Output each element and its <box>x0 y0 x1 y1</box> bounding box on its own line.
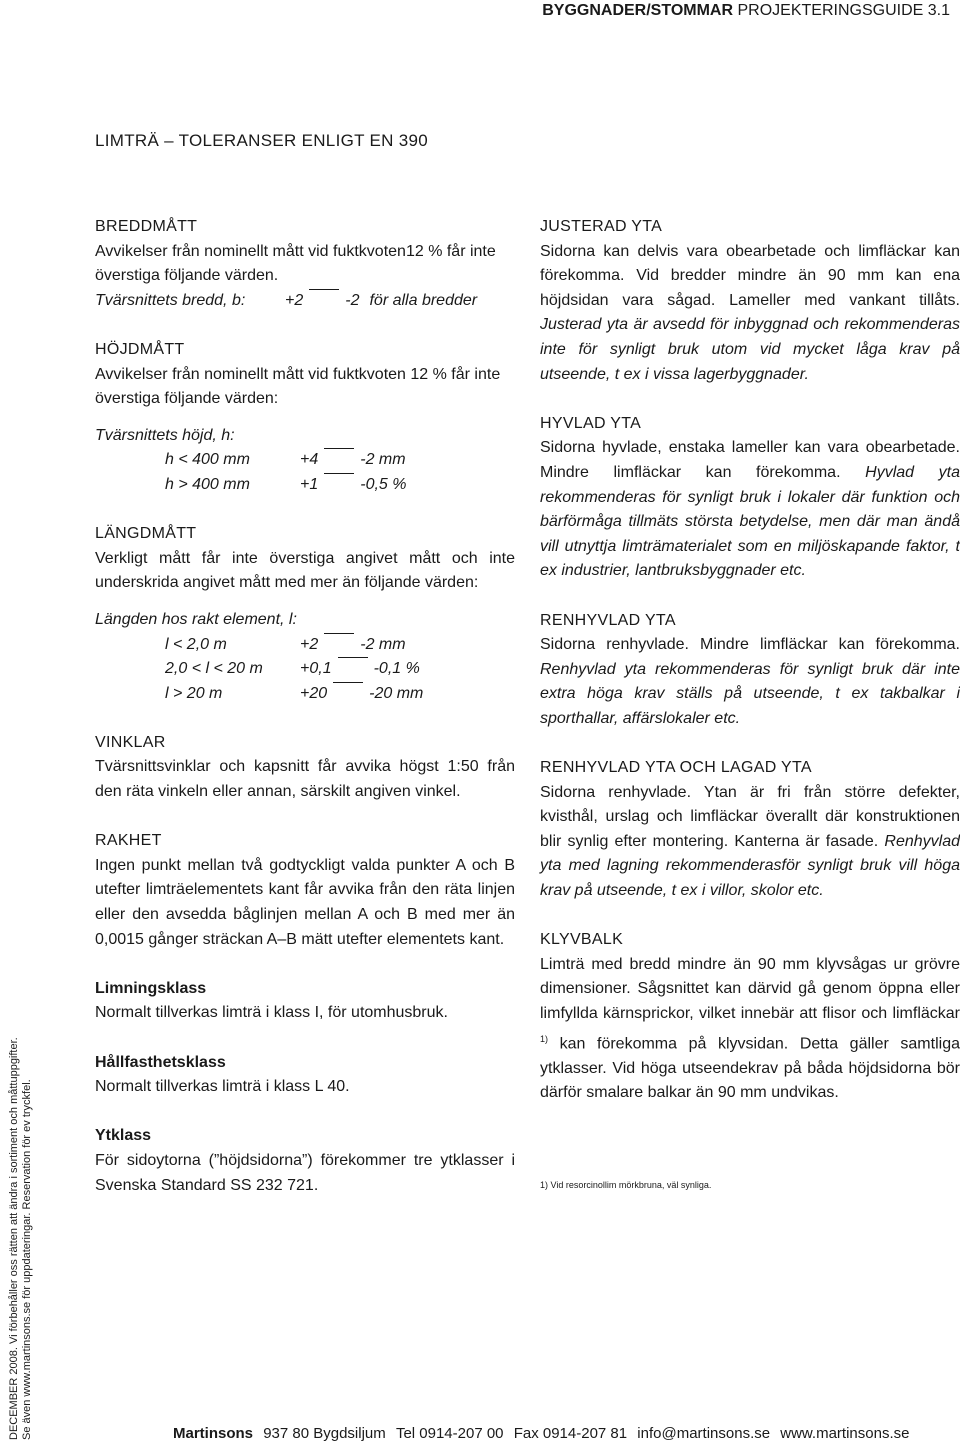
langdmatt-label: Längden hos rakt element, l: <box>95 610 297 628</box>
footnote <box>540 1180 711 1190</box>
renhyvlad-lagad-heading: RENHYVLAD YTA OCH LAGAD YTA <box>540 759 812 777</box>
vinklar-heading: VINKLAR <box>95 733 166 751</box>
rakhet-heading: RAKHET <box>95 832 162 850</box>
limningsklass-heading: Limningsklass <box>95 979 207 997</box>
breddmatt-row <box>95 289 515 314</box>
tolerance-dash <box>324 448 354 449</box>
hojdmatt-heading: HÖJDMÅTT <box>95 340 185 358</box>
hojdmatt-row <box>95 473 515 498</box>
hojdmatt-row-minus: -0,5 % <box>360 475 407 493</box>
langdmatt-row-plus: +0,1 <box>300 660 332 678</box>
langdmatt-row <box>95 682 515 707</box>
justerad-heading: JUSTERAD YTA <box>540 218 663 235</box>
hojdmatt-row <box>95 448 515 473</box>
tolerance-dash <box>338 657 368 658</box>
hyvlad-text: Sidorna hyvlade, enstaka lameller kan vara obearbetade. Mindre limfläckar kan förekomma. Hyvlad yta rekommenderas för synligt bruk i lokaler där funktion och bärförmåga tillmäts största betydelse, men där man ändå vill utnyttja limträmaterialet som en miljöskapande faktor, t ex industrier, lantbruksbyggnader etc. <box>540 439 960 580</box>
footer-tel: Tel 0914-207 00 <box>395 1425 504 1442</box>
ytklass-text: För sidoytorna (”höjdsidorna”) förekommer tre ytklasser i Svenska Standard SS 232 721. <box>95 1151 515 1194</box>
breddmatt-row-minus: -2 <box>345 291 360 309</box>
footnote-ref: 1) <box>540 1033 549 1044</box>
tolerance-dash <box>324 473 354 474</box>
langdmatt-heading: LÄNGDMÅTT <box>95 525 197 543</box>
limningsklass-text: Normalt tillverkas limträ i klass I, för utomhusbruk. <box>95 1004 448 1022</box>
justerad-text: Sidorna kan delvis vara obearbetade och limfläckar kan förekomma. Vid bredder mindre än 90 mm kan ena höjdsidan vara sågad. Lameller med vankant tillåts. Justerad yta är avsedd för inbyggnad och rekommenderas inte för synligt bruk utom vid mycket låga krav på utseende, t ex i vissa lagerbyggnader. <box>540 242 960 383</box>
langdmatt-row-cond: l > 20 m <box>165 684 223 702</box>
hojdmatt-label: Tvärsnittets höjd, h: <box>95 426 235 444</box>
langdmatt-row-minus: -0,1 % <box>373 660 420 678</box>
left-column <box>95 215 515 1198</box>
breddmatt-text: Avvikelser från nominellt mått vid fuktkvoten12 % får inte överstiga följande värden. <box>95 242 496 285</box>
footer-address: 937 80 Bygdsiljum <box>263 1425 386 1442</box>
renhyvlad-lagad-italic: Renhyvlad yta med lagning rekommenderasför synligt bruk vill höga krav på utseende, t ex i villor, skolor etc. <box>540 832 960 900</box>
side-disclaimer <box>8 1037 34 1440</box>
page-header <box>542 2 950 20</box>
renhyvlad-heading: RENHYVLAD YTA <box>540 611 676 629</box>
footer-web[interactable]: www.martinsons.se <box>780 1425 910 1442</box>
side-disclaimer-line1: DECEMBER 2008. Vi förbehåller oss rätten att ändra i sortiment och måttuppgifter. <box>8 1037 20 1440</box>
hyvlad-heading: HYVLAD YTA <box>540 414 642 432</box>
footnote-mark: 1) <box>540 1180 549 1190</box>
breddmatt-row-plus: +2 <box>285 291 304 309</box>
hojdmatt-row-minus: -2 mm <box>360 451 406 469</box>
hallfasthetsklass-text: Normalt tillverkas limträ i klass L 40. <box>95 1078 350 1096</box>
hallfasthetsklass-heading: Hållfasthetsklass <box>95 1053 226 1071</box>
langdmatt-row <box>95 633 515 658</box>
langdmatt-row-plus: +20 <box>300 684 328 702</box>
hyvlad-italic: Hyvlad yta rekommenderas för synligt bruk i lokaler där funktion och bärförmåga tillmäts största betydelse, men där man ändå vill utnyttja limträmaterialet som en miljöskapande faktor, t ex industrier, lantbruksbyggnader etc. <box>540 463 960 580</box>
footnote-text: Vid resorcinollim mörkbruna, väl synliga. <box>550 1180 712 1190</box>
breddmatt-row-label: Tvärsnittets bredd, b: <box>95 291 246 309</box>
langdmatt-row-minus: -2 mm <box>360 635 406 653</box>
renhyvlad-text: Sidorna renhyvlade. Mindre limfläckar kan förekomma. Renhyvlad yta rekommenderas för synligt bruk där inte extra höga krav ställs på utseende, t ex takbalkar i sporthallar, affärslokaler etc. <box>540 636 960 727</box>
right-column <box>540 215 960 1106</box>
footer-company: Martinsons <box>173 1425 254 1442</box>
tolerance-dash <box>309 289 339 290</box>
justerad-italic: Justerad yta är avsedd för inbyggnad och rekommenderas inte för synligt bruk utom vid mycket låga krav på utseende, t ex i vissa lagerbyggnader. <box>540 316 960 383</box>
footer-fax: Fax 0914-207 81 <box>513 1425 628 1442</box>
hojdmatt-row-plus: +4 <box>300 451 319 469</box>
langdmatt-text: Verkligt mått får inte överstiga angivet mått och inte underskrida angivet mått med mer än följande värden: <box>95 549 515 592</box>
rakhet-text: Ingen punkt mellan två godtyckligt valda punkter A och B utefter limträelementets kant får avvika från den räta linjen eller den avsedda båglinjen mellan A och B med mer än 0,0015 gånger sträckan A–B mätt utefter elementets kant. <box>95 856 515 948</box>
hojdmatt-row-plus: +1 <box>300 475 319 493</box>
page-title: LIMTRÄ – TOLERANSER ENLIGT EN 390 <box>95 131 429 150</box>
hojdmatt-text: Avvikelser från nominellt mått vid fuktkvoten 12 % får inte överstiga följande värden: <box>95 365 501 408</box>
langdmatt-row-cond: 2,0 < l < 20 m <box>165 660 263 678</box>
breddmatt-row-note: för alla bredder <box>369 291 478 309</box>
langdmatt-row <box>95 657 515 682</box>
renhyvlad-italic: Renhyvlad yta rekommenderas för synligt bruk där inte extra höga krav ställs på utseende, t ex takbalkar i sporthallar, affärslokaler etc. <box>540 660 960 727</box>
side-disclaimer-line2: Se även www.martinsons.se för uppdateringar. Reservation för ev tryckfel. <box>21 1079 33 1440</box>
breddmatt-heading: BREDDMÅTT <box>95 218 198 235</box>
langdmatt-row-minus: -20 mm <box>369 684 424 702</box>
hojdmatt-row-cond: h > 400 mm <box>165 475 250 493</box>
header-brand: BYGGNADER/STOMMAR <box>542 2 734 19</box>
vinklar-text: Tvärsnittsvinklar och kapsnitt får avvika högst 1:50 från den räta vinkeln eller annan, särskilt angiven vinkel. <box>95 758 515 801</box>
langdmatt-row-cond: l < 2,0 m <box>165 635 227 653</box>
langdmatt-row-plus: +2 <box>300 635 319 653</box>
hojdmatt-row-cond: h < 400 mm <box>165 451 250 469</box>
header-guide: PROJEKTERINGSGUIDE 3.1 <box>737 2 950 19</box>
tolerance-dash <box>324 633 354 634</box>
tolerance-dash <box>333 682 363 683</box>
klyvbalk-text: Limträ med bredd mindre än 90 mm klyvsågas ur grövre dimensioner. Sågsnittet kan därvid gå genom öppna eller limfyllda kärnsprickor, vilket innebär att flisor och limfläckar $^{1)}$ kan förekomma på klyvsidan. Detta gäller samtliga ytklasser. Vid höga utseendekrav på båda höjdsidorna bör därför smalare balkar än 90 mm undvikas. <box>540 955 960 1102</box>
footer-email[interactable]: info@martinsons.se <box>637 1425 771 1442</box>
klyvbalk-heading: KLYVBALK <box>540 931 624 949</box>
ytklass-heading: Ytklass <box>95 1127 152 1145</box>
page-footer <box>173 1425 909 1442</box>
renhyvlad-lagad-text: Sidorna renhyvlade. Ytan är fri från större defekter, kvisthål, urslag och limfläckar överallt där konstruktionen blir synlig efter montering. Kanterna är fasade. Renhyvlad yta med lagning rekommenderasför synligt bruk vill höga krav på utseende, t ex i villor, skolor etc. <box>540 783 960 900</box>
